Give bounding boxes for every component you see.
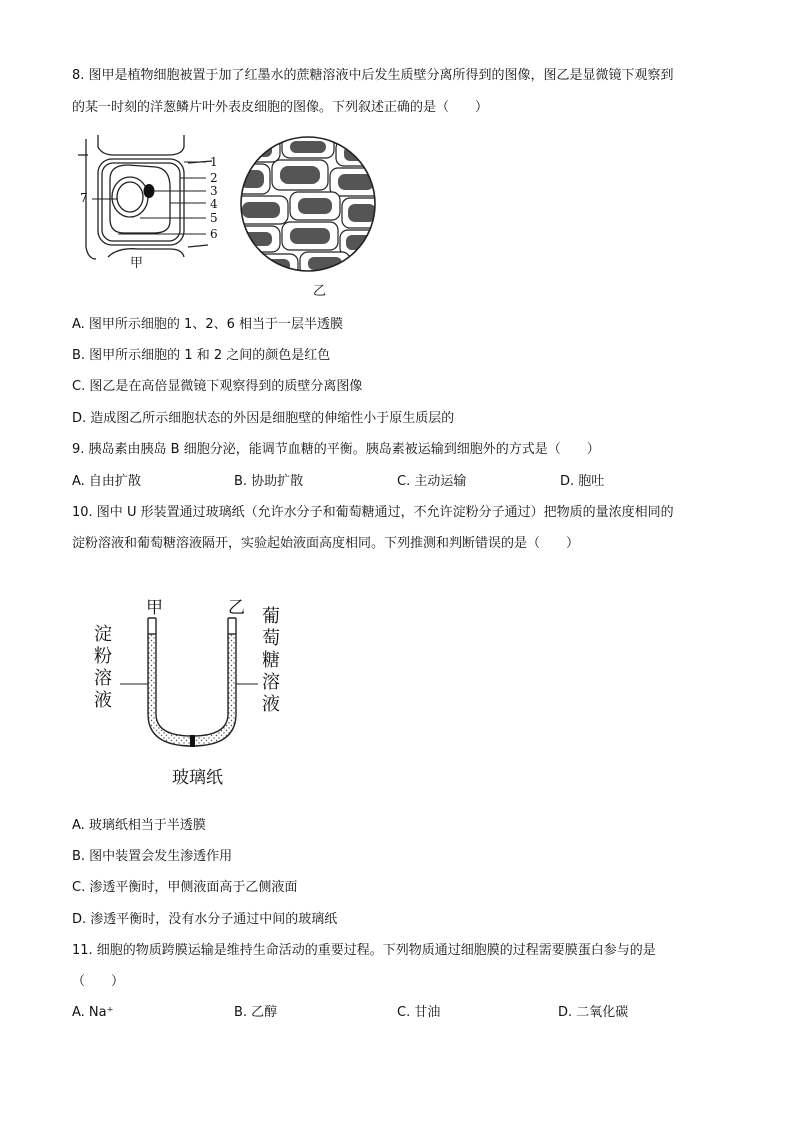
q10-option-b: B. 图中装置会发生渗透作用 — [72, 849, 233, 864]
label-num-3: 3 — [210, 184, 218, 198]
q9-options — [72, 473, 732, 491]
q8-stem-line1: 8. 图甲是植物细胞被置于加了红墨水的蔗糖溶液中后发生质壁分离所得到的图像，图乙是显微镜下观察到 — [72, 68, 674, 83]
u-tube-diagram — [140, 614, 260, 754]
q11-option-b: B. 乙醇 — [234, 1005, 278, 1020]
q10-option-d: D. 渗透平衡时，没有水分子通过中间的玻璃纸 — [72, 912, 338, 927]
label-num-4: 4 — [210, 197, 218, 211]
glucose-solution-label: 葡萄糖溶液 — [262, 606, 280, 715]
q11-options — [72, 1004, 732, 1022]
q9-option-a: A. 自由扩散 — [72, 474, 141, 489]
q9-option-d: D. 胞吐 — [560, 474, 605, 489]
q8-option-d: D. 造成图乙所示细胞状态的外因是细胞壁的伸缩性小于原生质层的 — [72, 411, 455, 426]
q11-option-d: D. 二氧化碳 — [558, 1005, 629, 1020]
q9-stem: 9. 胰岛素由胰岛 B 细胞分泌，能调节血糖的平衡。胰岛素被运输到细胞外的方式是（ ） — [72, 442, 600, 457]
q9-option-b: B. 协助扩散 — [234, 474, 304, 489]
label-num-5: 5 — [210, 211, 218, 225]
figure-jia-caption: 甲 — [130, 256, 144, 271]
label-num-1: 1 — [210, 155, 218, 169]
q11-option-c: C. 甘油 — [397, 1005, 441, 1020]
q10-stem-line1: 10. 图中 U 形装置通过玻璃纸（允许水分子和葡萄糖通过，不允许淀粉分子通过）把物质的量浓度相同的 — [72, 505, 674, 520]
q10-option-a: A. 玻璃纸相当于半透膜 — [72, 818, 206, 833]
microscope-field-diagram — [238, 134, 378, 274]
arm-label-jia: 甲 — [146, 598, 163, 618]
starch-solution-label: 淀粉溶液 — [94, 624, 112, 711]
label-num-2: 2 — [210, 171, 218, 185]
q10-stem-line2: 淀粉溶液和葡萄糖溶液隔开，实验起始液面高度相同。下列推测和判断错误的是（ ） — [72, 536, 580, 551]
q11-stem-line1: 11. 细胞的物质跨膜运输是维持生命活动的重要过程。下列物质通过细胞膜的过程需要膜蛋白参与的是 — [72, 943, 656, 958]
q8-option-b: B. 图甲所示细胞的 1 和 2 之间的颜色是红色 — [72, 348, 331, 363]
figure-yi-caption: 乙 — [313, 284, 327, 299]
q8-stem-line2: 的某一时刻的洋葱鳞片叶外表皮细胞的图像。下列叙述正确的是（ ） — [72, 100, 489, 115]
arm-label-yi: 乙 — [228, 598, 245, 618]
q9-option-c: C. 主动运输 — [397, 474, 467, 489]
q8-option-c: C. 图乙是在高倍显微镜下观察得到的质壁分离图像 — [72, 379, 363, 394]
q11-option-a: A. Na⁺ — [72, 1005, 114, 1020]
cellophane-label: 玻璃纸 — [172, 768, 223, 788]
q8-option-a: A. 图甲所示细胞的 1、2、6 相当于一层半透膜 — [72, 317, 344, 332]
label-num-6: 6 — [210, 227, 218, 241]
q11-stem-line2: （ ） — [72, 974, 125, 989]
q10-option-c: C. 渗透平衡时，甲侧液面高于乙侧液面 — [72, 880, 298, 895]
label-num-7: 7 — [80, 191, 88, 205]
